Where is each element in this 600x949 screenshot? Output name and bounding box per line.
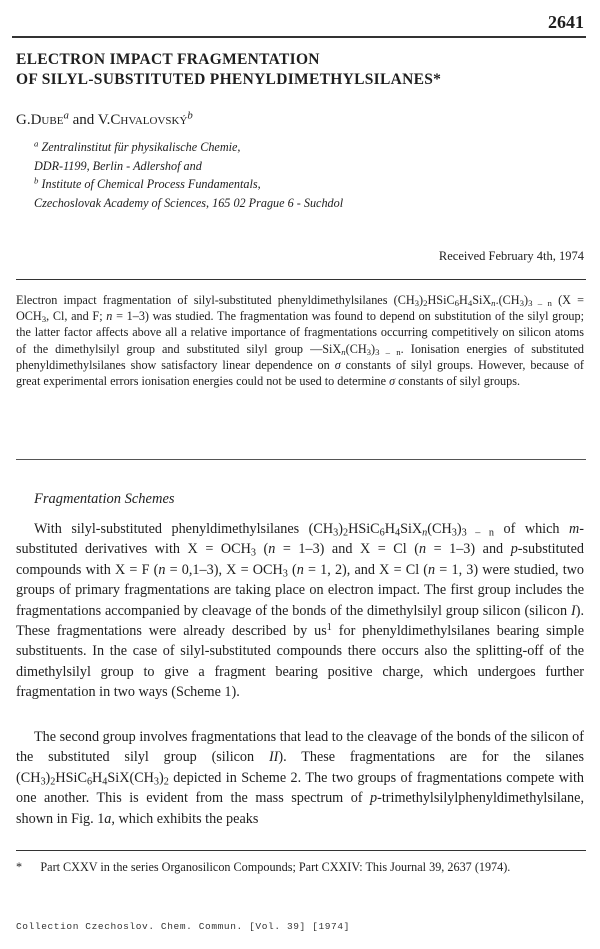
author-list xyxy=(16,109,193,129)
author-2-surname: Chvalovský xyxy=(110,112,188,128)
title-line-2: OF SILYL-SUBSTITUTED PHENYLDIMETHYLSILANES* xyxy=(16,71,442,88)
affiliations xyxy=(34,138,343,212)
affiliation-b xyxy=(34,175,343,194)
footnote-rule xyxy=(16,850,586,851)
body-paragraph-2: The second group involves fragmentations that lead to the cleavage of the bonds of the silicon of the substituted silyl group (silicon II). These fragmentations are for the silanes $(CH_3)_2HSiC_6H_4SiX(CH_3)_2$ depicted in Scheme 2. The two groups of fragmentations compete with one another. This is evident from the mass spectrum of p-trimethylsilylphenyldimethylsilane, shown in Fig. 1a, which exhibits the peaks xyxy=(16,729,585,827)
affiliation-b-line-2: Czechoslovak Academy of Sciences, 165 02 Prague 6 - Suchdol xyxy=(34,195,344,210)
header-rule xyxy=(12,36,586,38)
author-connector: and xyxy=(68,112,98,128)
affiliation-a-line-2: DDR-1199, Berlin - Adlershof and xyxy=(34,158,202,173)
abstract: Electron impact fragmentation of silyl-substituted phenyldimethylsilanes $(CH_3)_2HSiC_6H_4SiX_n.(CH_3)_{3 - n}$ ($X = OCH_3$, Cl, and F; n = 1–3) was studied. The fragmentation was found to depend on substitution of the silyl group; the latter factor affects above all a relative importance of fragmentations occurring competitively on silicon atoms of the dimethylsilyl group and substituted silyl group $—SiX_n(CH_3)_{3 - n}$. Ionisation energies of substituted phenyldimethylsilanes show satisfactory linear dependence on σ constants of silyl groups. However, because of great experimental errors ionisation energies could not be used to determine σ constants of silyl groups. xyxy=(16,293,585,389)
author-2-affil-mark: b xyxy=(187,109,193,122)
affiliation-a-line-1: Zentralinstitut für physikalische Chemie, xyxy=(41,140,241,154)
affiliation-a-mark: a xyxy=(34,138,39,149)
page-number: 2641 xyxy=(548,12,584,32)
abstract-bottom-rule xyxy=(16,459,586,460)
article-title xyxy=(16,50,441,90)
author-2-initial: V. xyxy=(97,112,111,128)
footnote-text: Part CXXV in the series Organosilicon Compounds; Part CXXIV: This Journal 39, 2637 (1974). xyxy=(40,860,511,874)
journal-footer: Collection Czechoslov. Chem. Commun. [Vol. 39] [1974] xyxy=(16,921,350,932)
author-1-initial: G. xyxy=(16,112,31,128)
footnote xyxy=(16,858,584,876)
footnote-mark: * xyxy=(16,860,23,874)
abstract-top-rule xyxy=(16,279,586,280)
affiliation-a xyxy=(34,138,343,157)
author-1-affil-mark: a xyxy=(63,109,69,122)
affiliation-b-mark: b xyxy=(34,175,39,186)
title-line-1: ELECTRON IMPACT FRAGMENTATION xyxy=(16,51,320,68)
section-heading: Fragmentation Schemes xyxy=(34,491,175,507)
author-1-surname: Dube xyxy=(30,112,64,128)
affiliation-b-line-1: Institute of Chemical Process Fundamentals, xyxy=(41,177,261,191)
received-date: Received February 4th, 1974 xyxy=(438,249,584,263)
body-paragraph-1: With silyl-substituted phenyldimethylsilanes $(CH_3)_2HSiC_6H_4SiX_n(CH_3)_{3 - n}$ of which m-substituted derivatives with $X = OCH_3$ (n = 1–3) and X = Cl (n = 1–3) and p-substituted compounds with X = F (n = 0,1–3), $X = OCH_3$ (n = 1, 2), and X = Cl (n = 1, 3) were studied, two groups of primary fragmentations are taking place on electron impact. The first group includes the fragmentations accompanied by cleavage of the bonds of the dimethylsilyl group silicon (silicon I). These fragmentations were already described by $us^1$ for phenyldimethylsilanes bearing simple substituents. In the case of silyl-substituted compounds there occurs also the splitting-off of the dimethylsilyl group to give a fragment bearing positive charge, which undergoes further fragmentation in two ways (Scheme 1). xyxy=(16,521,584,701)
